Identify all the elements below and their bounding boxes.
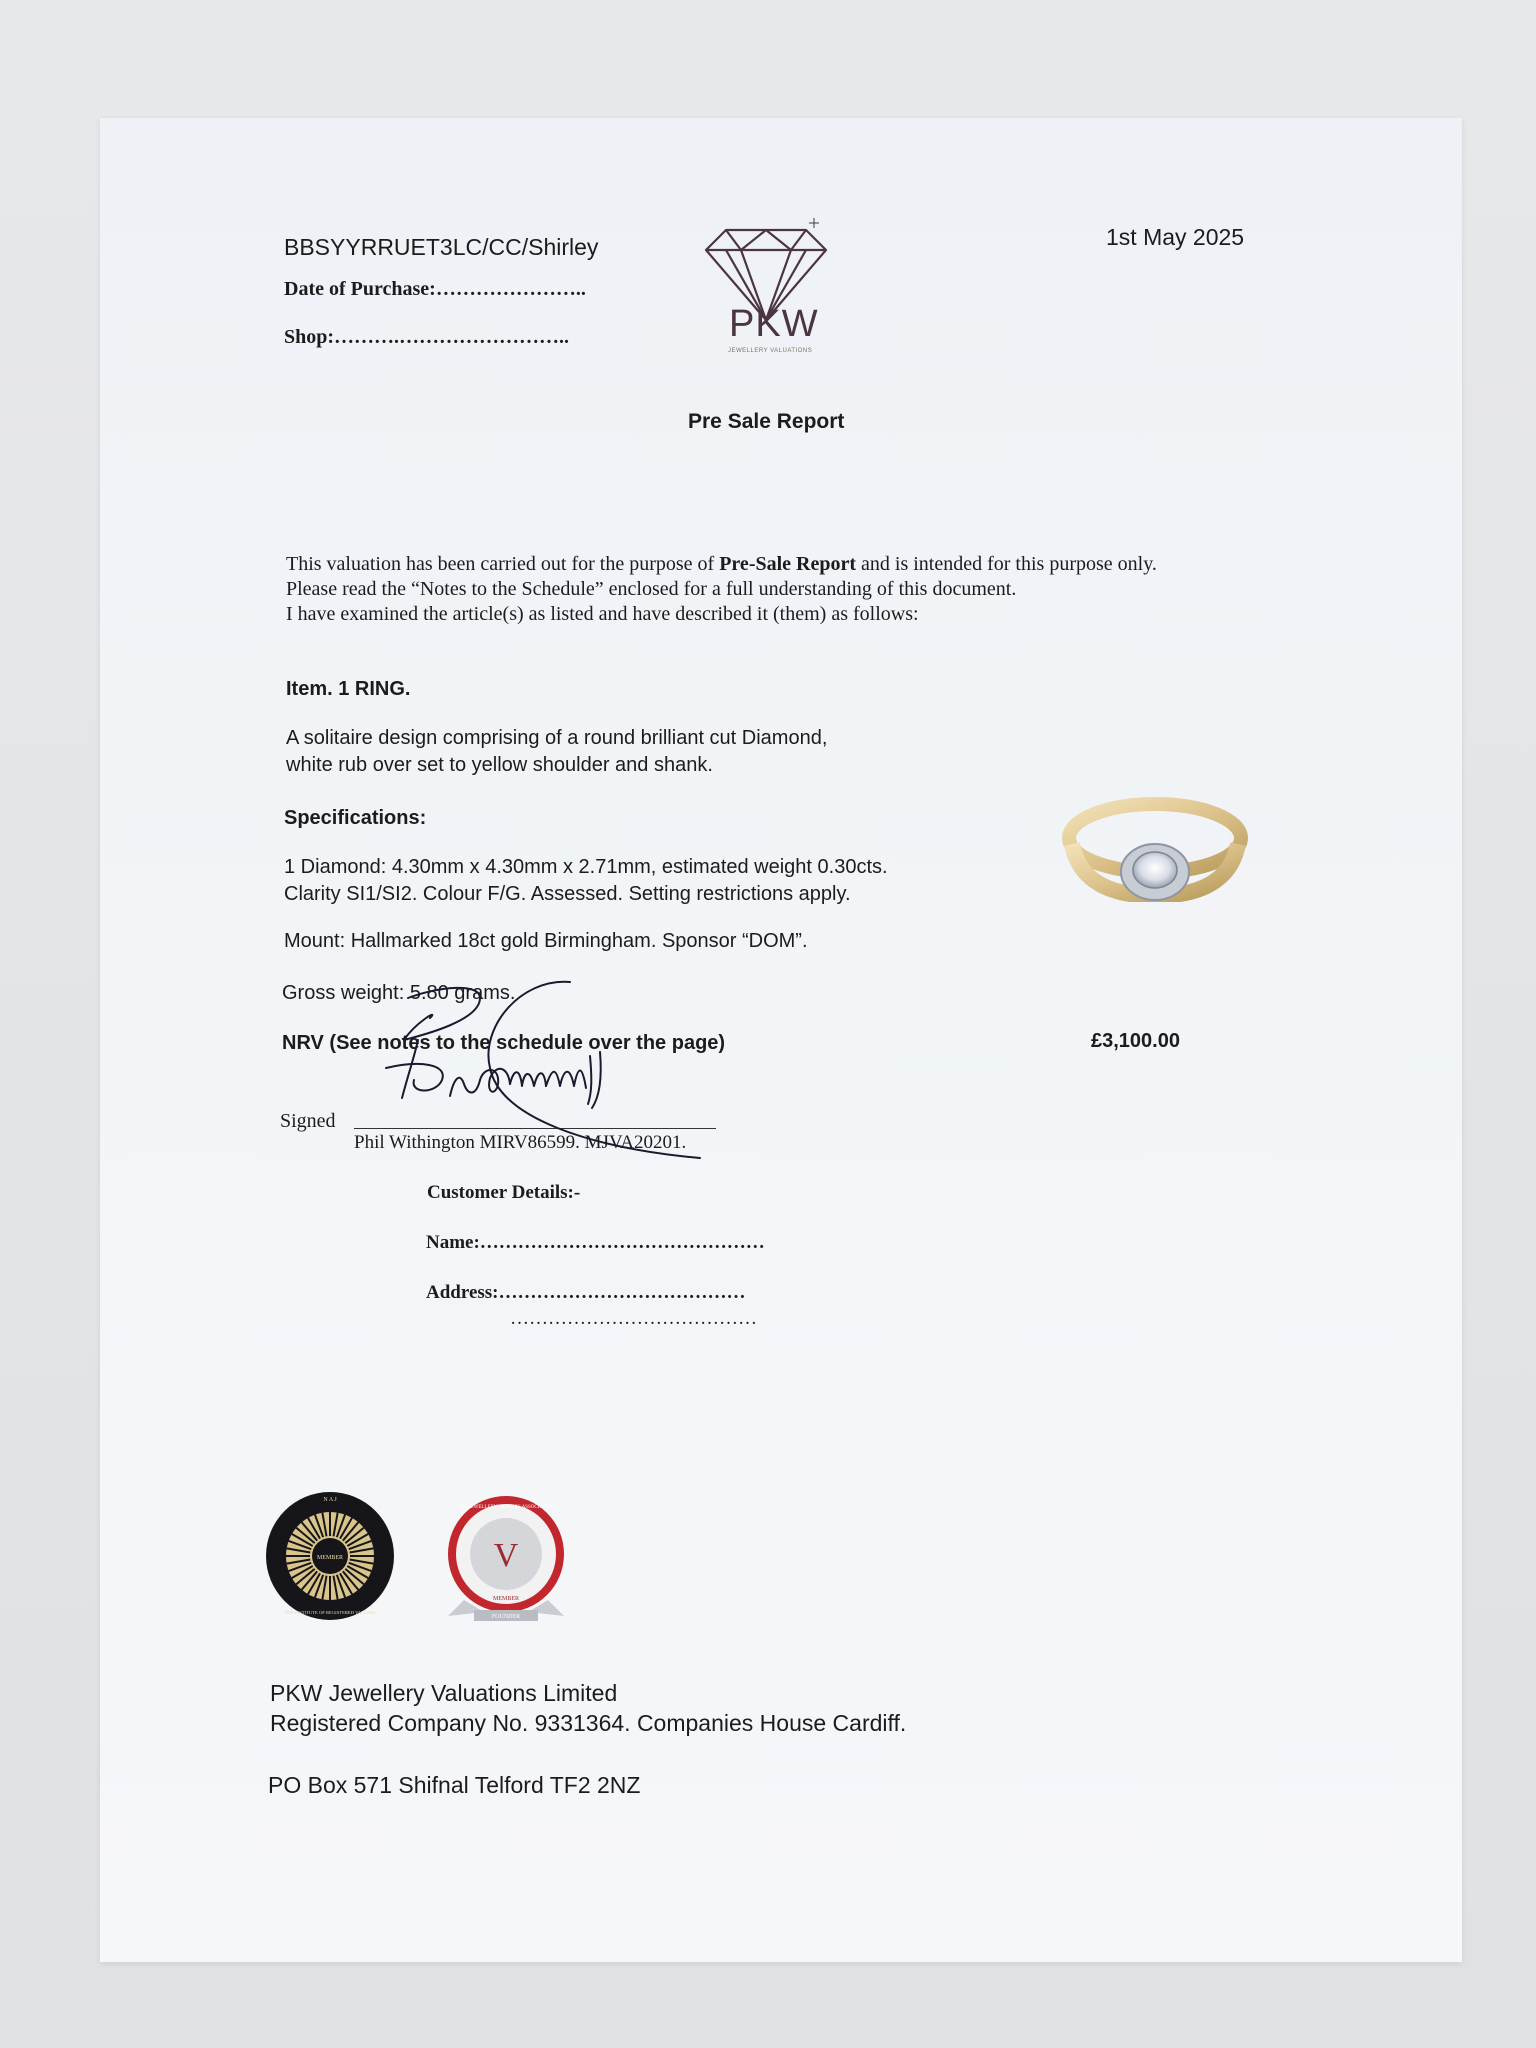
postal-address: PO Box 571 Shifnal Telford TF2 2NZ (268, 1772, 641, 1798)
naj-center-text: MEMBER (316, 1555, 344, 1561)
report-page (100, 118, 1462, 1962)
company-registration: Registered Company No. 9331364. Companies House Cardiff. (270, 1710, 907, 1736)
date-of-purchase-field: Date of Purchase:………………….. (284, 278, 586, 300)
tva-member-badge (444, 1492, 568, 1626)
specifications-title: Specifications: (284, 807, 427, 829)
signer-name: Phil Withington MIRV86599. MJVA20201. (354, 1132, 687, 1153)
intro-purpose: Pre-Sale Report (719, 553, 857, 575)
tva-letter: V (493, 1537, 519, 1574)
tva-member-text: MEMBER (492, 1596, 520, 1602)
intro-text: and is intended for this purpose only. (856, 553, 1157, 575)
intro-line-2: Please read the “Notes to the Schedule” enclosed for a full understanding of this document. (286, 578, 1017, 600)
specifications (284, 854, 888, 908)
spec-line: Clarity SI1/SI2. Colour F/G. Assessed. Setting restrictions apply. (284, 883, 851, 905)
ring-photo (1060, 786, 1250, 916)
mount-details: Mount: Hallmarked 18ct gold Birmingham. Sponsor “DOM”. (284, 930, 808, 952)
logo-subtext: JEWELLERY VALUATIONS (728, 348, 813, 354)
company-details (270, 1678, 906, 1738)
naj-ring-text: THE INSTITUTE OF REGISTERED VALUERS (284, 1610, 376, 1615)
item-title: Item. 1 RING. (286, 678, 411, 700)
description-line: white rub over set to yellow shoulder and shank. (286, 754, 713, 776)
reference-code: BBSYYRRUET3LC/CC/Shirley (284, 234, 599, 260)
intro-line-1 (286, 552, 1157, 577)
company-name: PKW Jewellery Valuations Limited (270, 1680, 618, 1706)
customer-address-line-2: ………………………………… (510, 1308, 757, 1329)
item-description (286, 725, 827, 779)
shop-field: Shop:……….…………………….. (284, 326, 570, 348)
tva-ring-text: THE JEWELLERY VALUERS ASSOCIATION (457, 1505, 555, 1510)
valuation-price: £3,100.00 (1091, 1030, 1180, 1052)
intro-paragraph (286, 552, 1157, 627)
nrv-label: NRV (See notes to the schedule over the page) (282, 1032, 726, 1054)
customer-address-field: Address:………………………………… (426, 1282, 746, 1303)
spec-line: 1 Diamond: 4.30mm x 4.30mm x 2.71mm, estimated weight 0.30cts. (284, 856, 888, 878)
handwritten-signature (330, 968, 770, 1198)
naj-top-text: N A J (323, 1497, 337, 1503)
signed-label: Signed (280, 1110, 336, 1132)
page-title: Pre Sale Report (688, 410, 845, 433)
description-line: A solitaire design comprising of a round brilliant cut Diamond, (286, 727, 828, 749)
intro-line-3: I have examined the article(s) as listed and have described it (them) as follows: (286, 603, 919, 625)
intro-text: This valuation has been carried out for the purpose of (286, 553, 720, 575)
tva-founder-text: FOUNDER (491, 1614, 521, 1620)
gross-weight: Gross weight: 5.80 grams. (282, 982, 516, 1004)
naj-member-badge (264, 1490, 396, 1622)
customer-details-title: Customer Details:- (427, 1182, 581, 1203)
customer-name-field: Name:……………………………………… (426, 1232, 765, 1253)
report-date: 1st May 2025 (1106, 224, 1245, 250)
logo-text: PKW (729, 303, 819, 345)
